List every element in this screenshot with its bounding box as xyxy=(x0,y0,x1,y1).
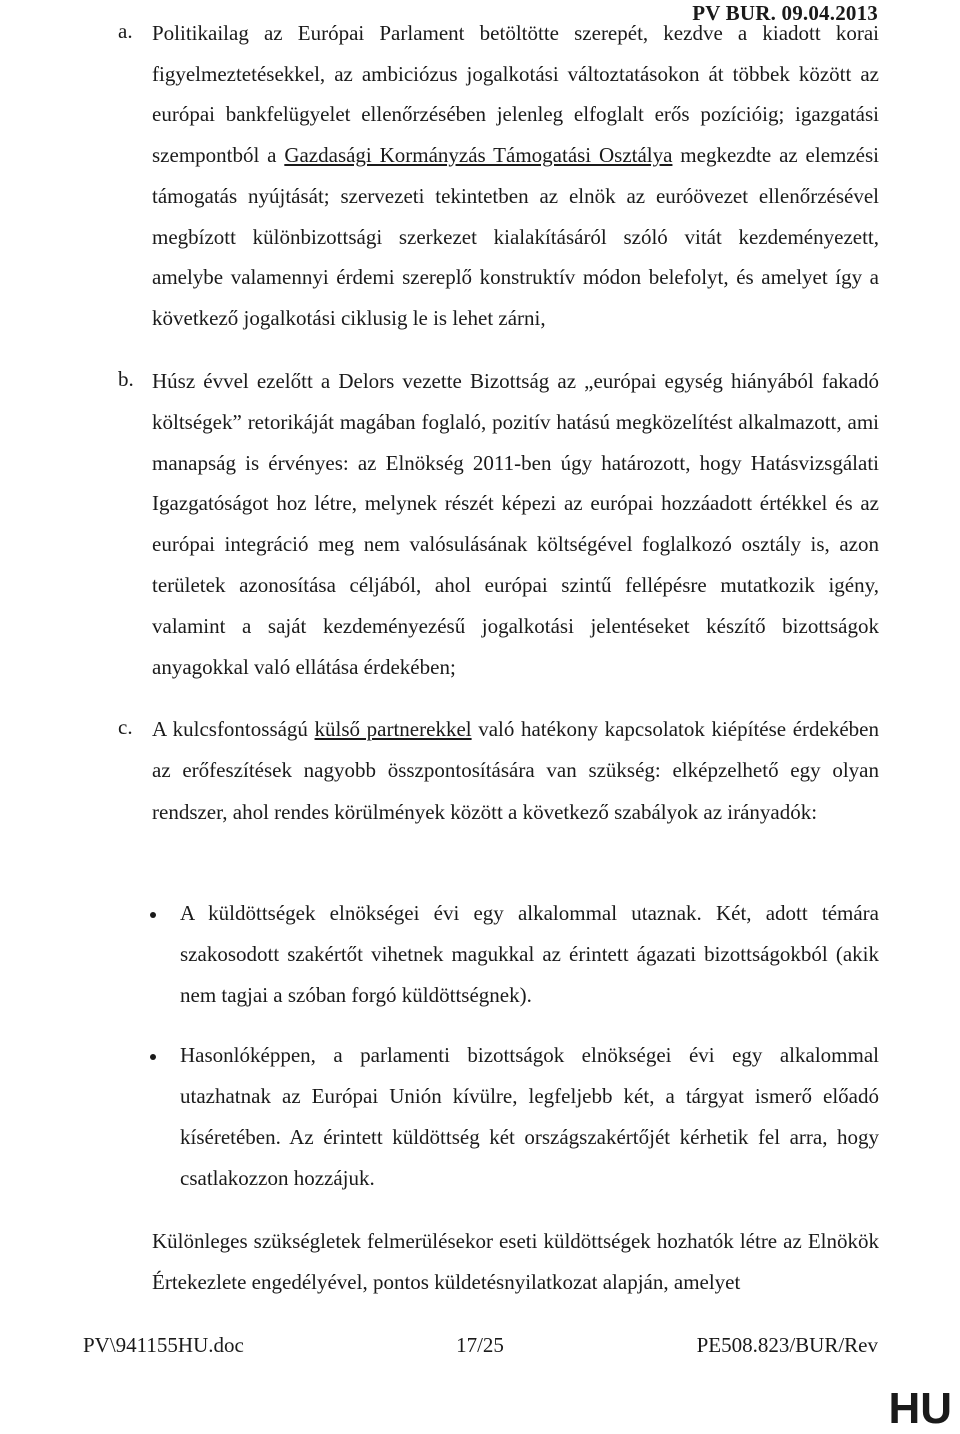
item-c-text-start: A kulcsfontosságú xyxy=(152,717,315,741)
item-c-text-end: való hatékony kapcsolatok kiépítése érdekében az erőfeszítések nagyobb összpontosítására van szükség: elképzelhető egy olyan rendszer, ahol rendes körülmények között a következő szabályok az irányadók: xyxy=(152,717,879,824)
item-a-underlined-text: Gazdasági Kormányzás Támogatási Osztálya xyxy=(284,143,673,168)
item-a-text xyxy=(152,13,879,339)
item-a-text-end: megkezdte az elemzési támogatás nyújtását; szervezeti tekintetben az elnök az euróövezet ellenőrzésével megbízott különbizottsági szerkezet kialakításáról szóló vitát kezdeményezett, amelybe valamennyi érdemi szereplő konstruktív módon belefolyt, és amelyet így a következő jogalkotási ciklusig le is lehet zárni, xyxy=(152,143,880,330)
document-reference: PV BUR. 09.04.2013 xyxy=(692,1,878,25)
item-letter: b. xyxy=(118,367,134,391)
bullet-item: A küldöttségek elnökségei évi egy alkalommal utaznak. Két, adott témára szakosodott szakértőt vihetnek magukkal az érintett ágazati bizottságokból (akik nem tagjai a szóban forgó küldöttségnek). xyxy=(180,901,879,1007)
bullet-item: Hasonlóképpen, a parlamenti bizottságok elnökségei évi egy alkalommal utazhatnak az Európai Unión kívülre, legfeljebb két, a tárgyat ismerő előadó kíséretében. Az érintett küldöttség két országszakértőjét kérhetik fel arra, hogy csatlakozzon hozzájuk. xyxy=(180,1043,879,1190)
footer-document-reference: PE508.823/BUR/Rev xyxy=(696,1333,878,1357)
item-letter: a. xyxy=(118,19,133,43)
bullet-point-icon xyxy=(150,912,156,918)
item-letter: c. xyxy=(118,715,133,739)
language-code: HU xyxy=(888,1384,952,1433)
footer-file-name: PV\941155HU.doc xyxy=(83,1333,244,1357)
footer-page-number: 17/25 xyxy=(456,1333,504,1357)
item-c-text xyxy=(152,709,879,833)
item-b-text: Húsz évvel ezelőtt a Delors vezette Bizottság az „európai egység hiányából fakadó költségek” retorikáját magában foglaló, pozitív hatású megközelítést alkalmazott, ami manapság is érvényes: az Elnökség 2011-ben úgy határozott, hogy Hatásvizsgálati Igazgatóságot hoz létre, melynek részét képezi az európai hozzáadott értékkel és az európai integráció meg nem valósulásának költségével foglalkozó osztály is, azon területek azonosítása céljából, ahol európai szintű fellépésre mutatkozik igény, valamint a saját kezdeményezésű jogalkotási jelentéseket készítő bizottságok anyagokkal való ellátása érdekében; xyxy=(152,369,879,679)
closing-paragraph: Különleges szükségletek felmerülésekor eseti küldöttségek hozhatók létre az Elnökök Értekezlete engedélyével, pontos küldetésnyilatkozat alapján, amelyet xyxy=(152,1229,879,1294)
bullet-point-icon xyxy=(150,1054,156,1060)
item-c-underlined-text: külső partnerekkel xyxy=(314,717,472,741)
item-a-text-start: Politikailag az Európai Parlament betöltötte szerepét, kezdve a kiadott korai figyelmeztetésekkel, az ambiciózus jogalkotási változtatásokon át többek között az európai bankfelügyelet ellenőrzésében jelenleg elfoglalt erős pozícióig; igazgatási szempontból a xyxy=(152,21,879,168)
